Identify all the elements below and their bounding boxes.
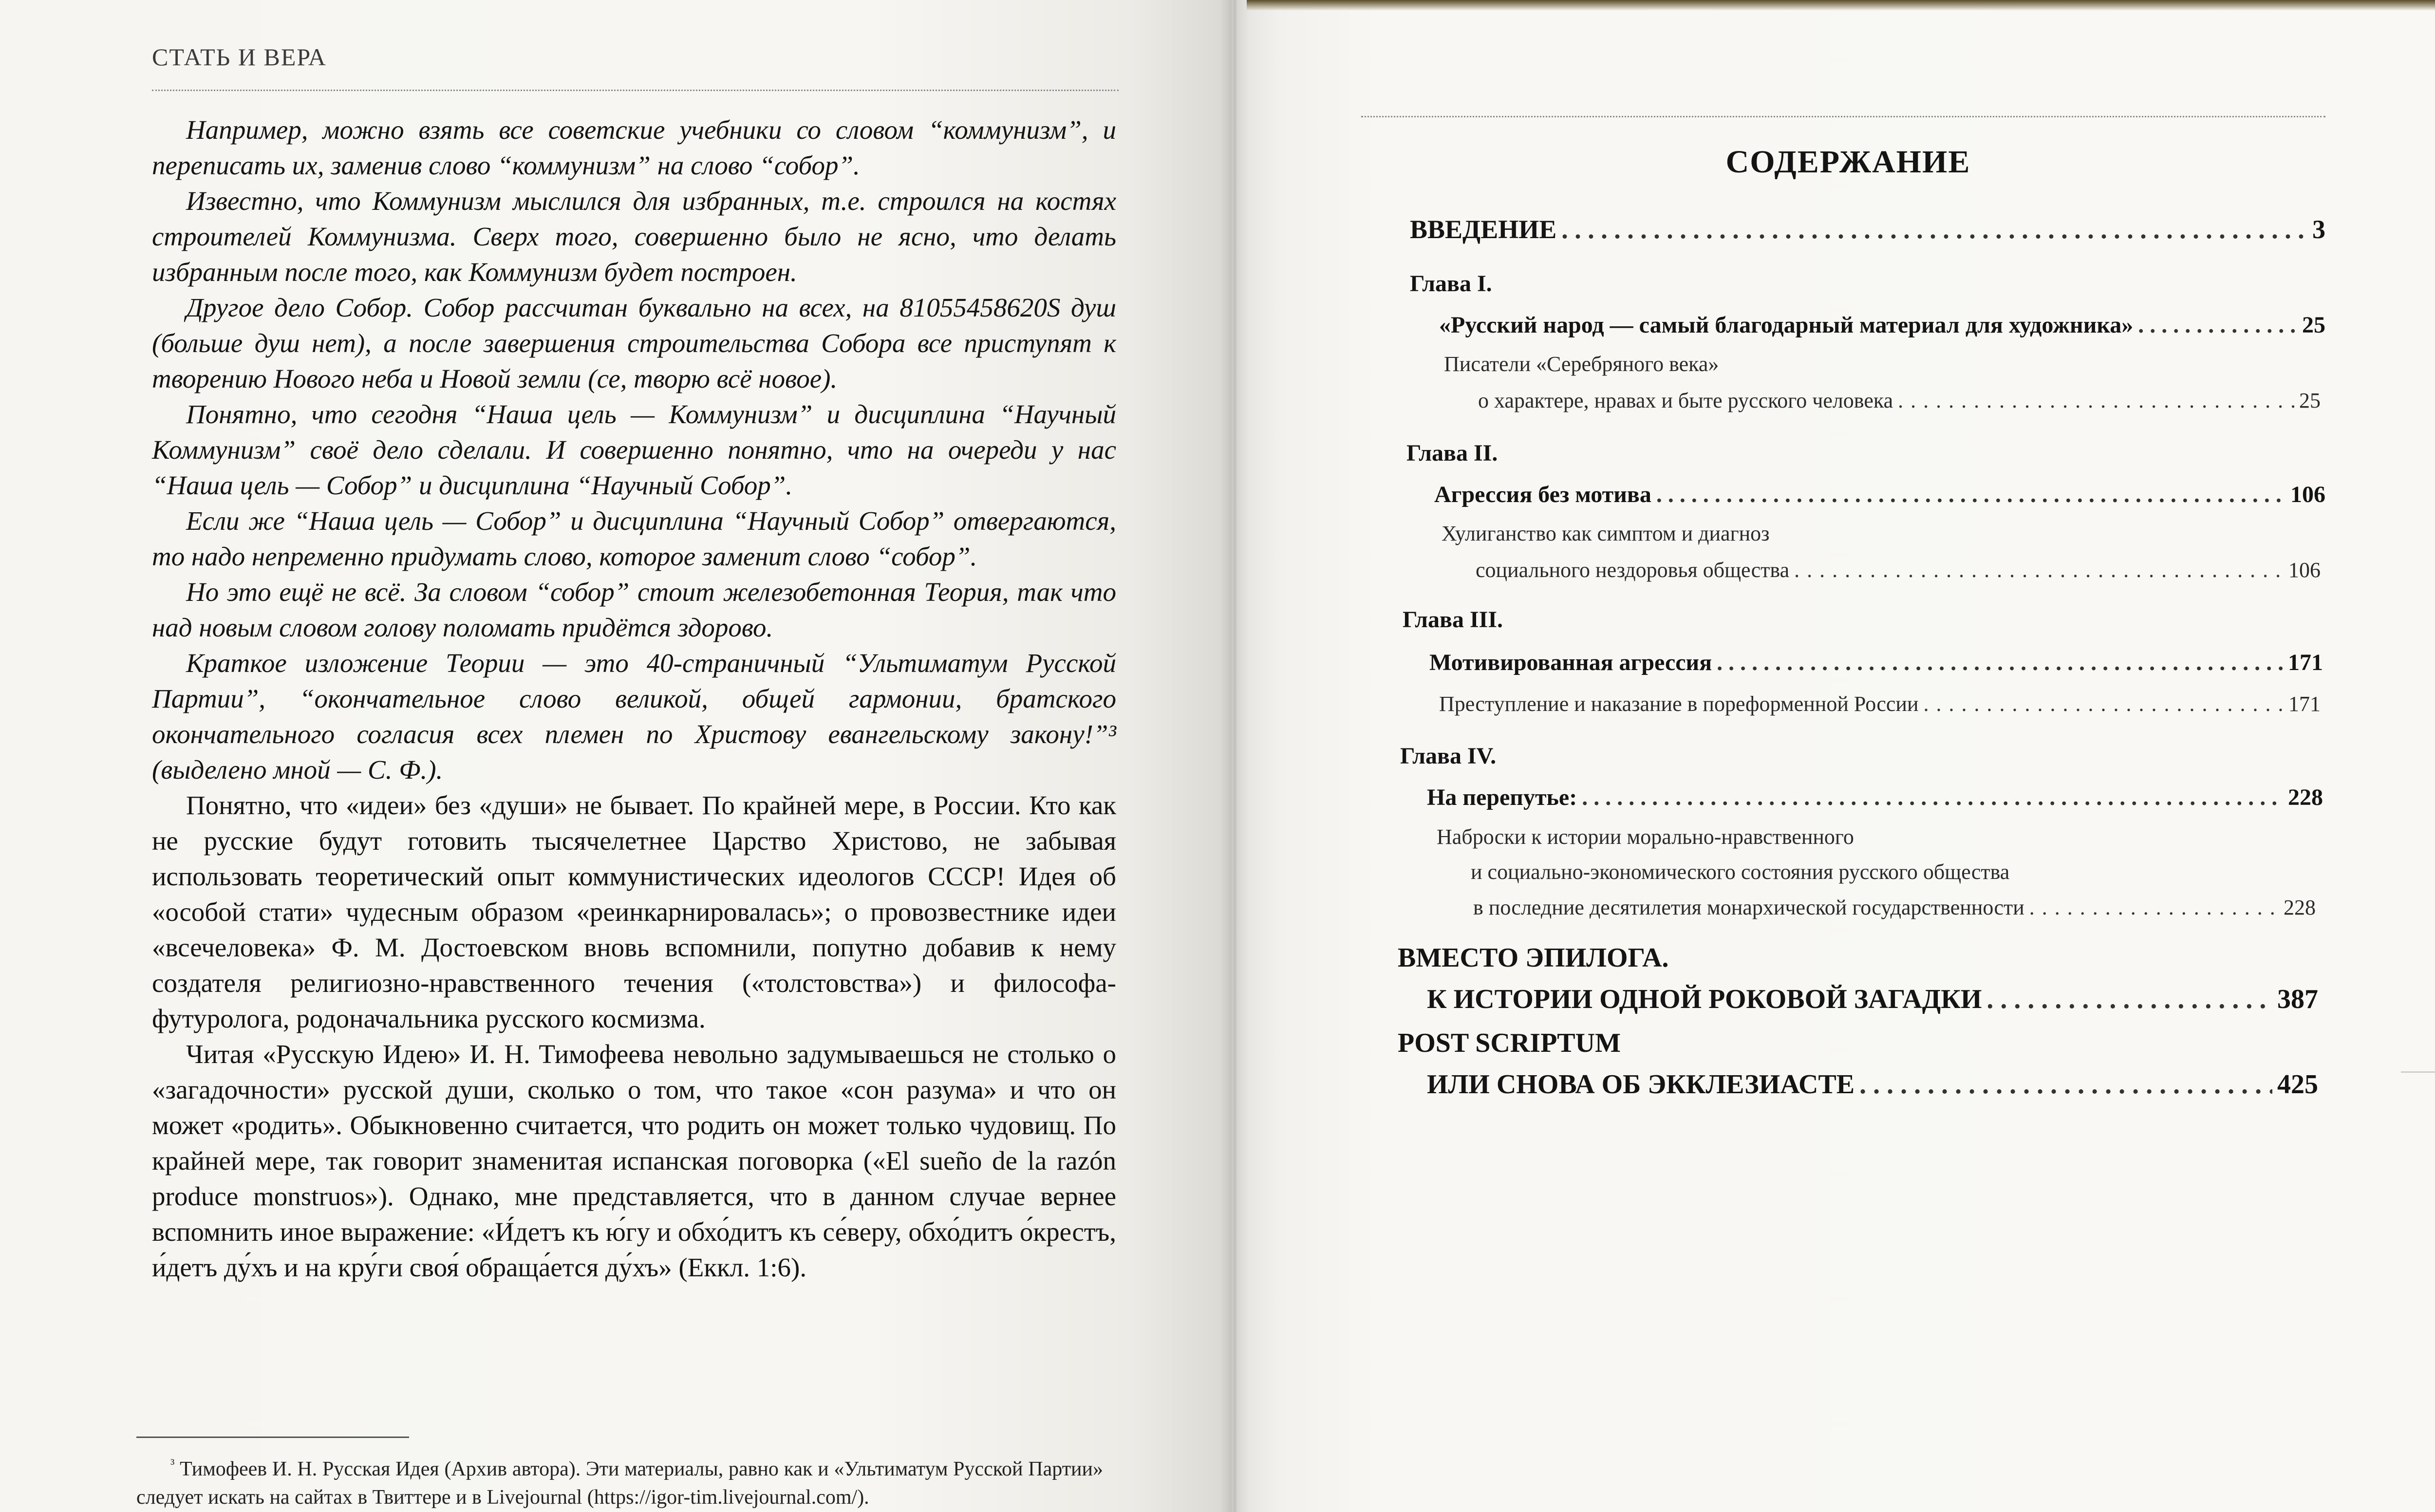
toc-page-number: 106	[2290, 482, 2325, 507]
chapter-label: Глава I.	[1410, 271, 1492, 297]
book-spine	[1220, 0, 1249, 1512]
toc-title: СОДЕРЖАНИЕ	[1725, 144, 1971, 180]
toc-entry-label: Агрессия без мотива	[1434, 482, 1651, 507]
toc-subentry[interactable]	[1473, 895, 2316, 920]
dot-leader	[1898, 388, 2294, 413]
toc-page-number: 25	[2299, 389, 2321, 412]
toc-entry-epilogue[interactable]	[1427, 984, 2318, 1015]
toc-entry-label: К ИСТОРИИ ОДНОЙ РОКОВОЙ ЗАГАДКИ	[1427, 984, 1982, 1014]
dot-leader	[1924, 691, 2284, 716]
dot-leader	[1986, 984, 2272, 1015]
subsection-line: Наброски к истории морально-нравственного	[1437, 825, 1854, 849]
chapter-label: Глава IV.	[1400, 743, 1497, 769]
toc-entry-label: На перепутье:	[1427, 784, 1577, 810]
paragraph: Но это ещё не всё. За словом “собор” стоит железобетонная Теория, так что над новым словом голову поломать придётся здорово.	[152, 577, 1116, 642]
paragraph: Краткое изложение Теории — это 40-страничный “Ультиматум Русской Партии”, “окончательное слово великой, общей гармонии, братского окончательного согласия всех племен по Христову евангельскому закону!”³ (выделено мной — С. Ф.).	[152, 648, 1116, 784]
dot-leader	[1656, 481, 2285, 508]
toc-entry-label: ВВЕДЕНИЕ	[1410, 215, 1557, 244]
toc-entry-chapter-4[interactable]	[1427, 784, 2323, 811]
toc-entry-label: Мотивированная агрессия	[1429, 650, 1712, 675]
toc-entry-chapter-3[interactable]	[1429, 649, 2323, 676]
edge-mark	[2401, 1071, 2435, 1073]
footnote-marker: ³	[170, 1456, 175, 1472]
page-top-edge	[1247, 0, 2435, 11]
paragraph: Если же “Наша цель — Собор” и дисциплина “Научный Собор” отвергаются, то надо непременно придумать слово, которое заменит слово “собор”.	[152, 506, 1116, 571]
header-divider	[152, 90, 1119, 91]
toc-entry-intro[interactable]	[1410, 214, 2325, 244]
dot-leader	[1859, 1069, 2272, 1100]
chapter-label: Глава II.	[1406, 440, 1498, 466]
toc-page-number: 106	[2288, 558, 2321, 582]
chapter-label: Глава III.	[1403, 607, 1503, 633]
toc-subentry[interactable]	[1439, 691, 2321, 716]
toc-page-number: 387	[2277, 984, 2318, 1014]
header-divider	[1361, 116, 2325, 117]
toc-subentry-label: социального нездоровья общества	[1476, 558, 1790, 582]
paragraph: Читая «Русскую Идею» И. Н. Тимофеева невольно задумываешься не столько о «загадочности» русской души, сколько о том, что такое «сон разума» и что он может «родить». Обыкновенно считается, что родить он может только чудовищ. По крайней мере, так говорит знаменитая испанская поговорка («El sueño de la razón produce monstruos»). Однако, мне представляется, что в данном случае вернее вспомнить иное выражение: «И́детъ къ ю́гу и обхо́дитъ къ се́веру, обхо́дитъ о́крестъ, и́детъ ду́хъ и на кру́ги своя́ обраща́ется ду́хъ» (Еккл. 1:6).	[152, 1039, 1116, 1282]
dot-leader	[1561, 214, 2307, 244]
epilogue-heading: ВМЕСТО ЭПИЛОГА.	[1398, 943, 1669, 973]
toc-subentry[interactable]	[1478, 388, 2321, 413]
footnote	[136, 1450, 1103, 1512]
running-head: СТАТЬ И ВЕРА	[152, 43, 327, 71]
toc-entry-label: ИЛИ СНОВА ОБ ЭККЛЕЗИАСТЕ	[1427, 1069, 1855, 1100]
paragraph: Понятно, что сегодня “Наша цель — Коммунизм” и дисциплина “Научный Коммунизм” своё дело сделали. И совершенно понятно, что на очереди у нас “Наша цель — Собор” и дисциплина “Научный Собор”.	[152, 399, 1116, 500]
dot-leader	[2138, 312, 2297, 338]
dot-leader	[2029, 895, 2279, 920]
dot-leader	[1794, 558, 2284, 582]
toc-subentry-label: о характере, нравах и быте русского человека	[1478, 389, 1893, 412]
toc-page-number: 3	[2312, 215, 2325, 244]
subsection-line: и социально-экономического состояния русского общества	[1471, 860, 2010, 884]
toc-subentry[interactable]	[1476, 558, 2321, 582]
paragraph: Понятно, что «идеи» без «души» не бывает. По крайней мере, в России. Кто как не русские будут готовить тысячелетнее Царство Христово, не забывая использовать теоретический опыт коммунистических идеологов СССР! Идея об «особой стати» чудесным образом «реинкарнировалась»; о провозвестнике идеи «всечеловека» Ф. М. Достоевском вновь вспомнили, попутно добавив к нему создателя религиозно-нравственного течения («толстовства») и философа-футуролога, родоначальника русского космизма.	[152, 790, 1116, 1033]
dot-leader	[1717, 649, 2283, 676]
dot-leader	[1582, 784, 2283, 811]
paragraph: Например, можно взять все советские учебники со словом “коммунизм”, и переписать их, заменив слово “коммунизм” на слово “собор”.	[152, 115, 1116, 180]
paragraph: Другое дело Собор. Собор рассчитан буквально на всех, на 81055458620S душ (больше душ нет), а после завершения строительства Собора все приступят к творению Нового неба и Новой земли (се, творю всё новое).	[152, 293, 1116, 393]
paragraph: Известно, что Коммунизм мыслился для избранных, т.е. строился на костях строителей Коммунизма. Сверх того, совершенно было не ясно, что делать избранным после того, как Коммунизм будет построен.	[152, 186, 1116, 287]
toc-subentry-label: в последние десятилетия монархической государственности	[1473, 896, 2024, 919]
toc-page-number: 171	[2288, 650, 2323, 675]
subsection-line: Хулиганство как симптом и диагноз	[1442, 522, 1770, 545]
postscript-heading: POST SCRIPTUM	[1398, 1028, 1621, 1058]
toc-page-number: 171	[2288, 692, 2321, 716]
body-text	[152, 112, 1116, 1285]
footnote-divider	[136, 1437, 409, 1438]
toc-entry-chapter-2[interactable]	[1434, 481, 2325, 508]
toc-entry-chapter-1[interactable]	[1439, 312, 2325, 338]
toc-page-number: 228	[2284, 896, 2316, 919]
footnote-text: Тимофеев И. Н. Русская Идея (Архив автора). Эти материалы, равно как и «Ультиматум Русской Партии» следует искать на сайтах в Твиттере и в Livejournal (https://igor-tim.livejournal.com/).	[136, 1458, 1103, 1509]
toc-page-number: 228	[2288, 784, 2323, 810]
toc-entry-postscript[interactable]	[1427, 1069, 2318, 1100]
toc-subentry-label: Преступление и наказание в пореформенной России	[1439, 692, 1919, 716]
toc-entry-label: «Русский народ — самый благодарный материал для художника»	[1439, 312, 2134, 338]
subsection-line: Писатели «Серебряного века»	[1444, 352, 1719, 376]
toc-page-number: 425	[2277, 1069, 2318, 1100]
toc-page-number: 25	[2302, 312, 2325, 338]
